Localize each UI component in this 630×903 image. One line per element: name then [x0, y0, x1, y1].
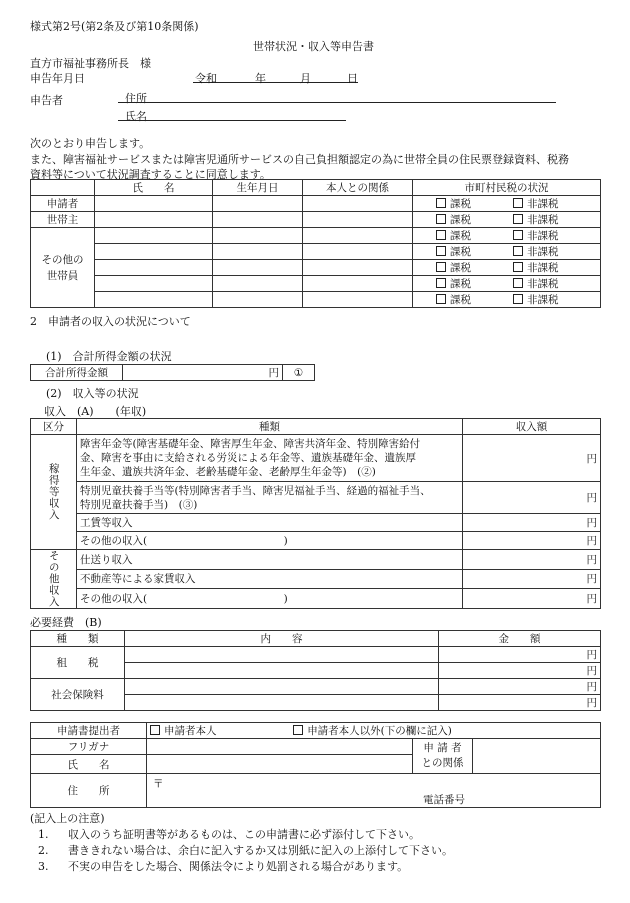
header-name: 氏 名: [95, 180, 213, 196]
note-text: 不実の申告をした場合、関係法令により処罰される場合があります。: [68, 860, 409, 873]
expenses-table: [30, 630, 601, 711]
income-row-other2: その他の収入( ): [77, 589, 463, 609]
cell[interactable]: [95, 212, 213, 228]
taxed-label: 課税: [450, 198, 471, 210]
header-relation: 本人との関係: [303, 180, 413, 196]
household-table: [30, 179, 601, 308]
yen-unit: 円: [586, 492, 597, 504]
yen-unit: 円: [586, 681, 597, 693]
row-others-line2: 世帯員: [46, 269, 79, 282]
taxed-checkbox[interactable]: [436, 246, 446, 256]
income-row-other1: その他の収入( ): [77, 532, 463, 550]
nontaxed-checkbox[interactable]: [513, 230, 523, 240]
note-item: [38, 842, 453, 858]
nontaxed-checkbox[interactable]: [513, 246, 523, 256]
submitter-table: [30, 722, 601, 808]
expenses-header-content: 内 容: [125, 631, 439, 647]
cell[interactable]: [213, 244, 303, 260]
taxed-checkbox[interactable]: [436, 278, 446, 288]
notes-title: (記入上の注意): [30, 812, 105, 825]
row-head: 世帯主: [31, 212, 95, 228]
nontaxed-label: 非課税: [527, 198, 559, 210]
row-applicant: 申請者: [31, 196, 95, 212]
yen-unit: 円: [586, 452, 597, 465]
income-amount[interactable]: [463, 532, 601, 550]
nontaxed-label: 非課税: [527, 262, 559, 274]
pension-line1: 障害年金等(障害基礎年金、障害厚生年金、障害共済年金、特別障害給付: [80, 438, 421, 450]
tax-status-cell[interactable]: [413, 196, 601, 212]
address-label: 住 所: [31, 774, 147, 808]
yen-unit: 円: [586, 573, 597, 586]
taxed-label: 課税: [450, 214, 471, 226]
taxed-label: 課税: [450, 278, 471, 290]
nontaxed-checkbox[interactable]: [513, 262, 523, 272]
cell[interactable]: [125, 679, 439, 695]
cell[interactable]: [95, 196, 213, 212]
date-year[interactable]: 年: [255, 72, 266, 85]
cell[interactable]: [303, 196, 413, 212]
taxed-checkbox[interactable]: [436, 262, 446, 272]
yen-unit: 円: [586, 553, 597, 566]
income-header-type: 種類: [77, 419, 463, 435]
row-others-line1: その他の: [41, 253, 84, 266]
yen-unit: 円: [586, 697, 597, 709]
income-amount[interactable]: [463, 435, 601, 482]
tax-status-cell[interactable]: [413, 228, 601, 244]
income-group-other-label: その他収入: [47, 550, 60, 608]
name-field[interactable]: [147, 755, 413, 774]
other-option-label: 申請者本人以外(下の欄に記入): [307, 725, 452, 737]
cell[interactable]: [213, 260, 303, 276]
income-row-allowance: [77, 482, 463, 514]
cell[interactable]: [303, 244, 413, 260]
income-amount[interactable]: [463, 482, 601, 514]
income-header-amount: 収入額: [463, 419, 601, 435]
page-title: 世帯状況・収入等申告書: [253, 40, 374, 53]
row-others: [31, 228, 95, 308]
self-checkbox[interactable]: [150, 725, 160, 735]
cell[interactable]: [303, 212, 413, 228]
cell[interactable]: [125, 695, 439, 711]
expenses-heading: 必要経費 (B): [30, 616, 102, 629]
yen-unit: 円: [586, 517, 597, 529]
consent-line1: 次のとおり申告します。: [30, 137, 151, 150]
taxed-label: 課税: [450, 230, 471, 242]
cell[interactable]: [125, 663, 439, 679]
expenses-header-type: 種 類: [31, 631, 125, 647]
taxed-checkbox[interactable]: [436, 230, 446, 240]
expenses-insurance: 社会保険料: [31, 679, 125, 711]
relation-field[interactable]: [473, 739, 601, 774]
total-income-field[interactable]: [123, 365, 283, 381]
phone-label: 電話番号: [423, 794, 465, 806]
form-id: 様式第2号(第2条及び第10条関係): [30, 20, 199, 33]
header-tax-status: 市町村民税の状況: [413, 180, 601, 196]
header-birth: 生年月日: [213, 180, 303, 196]
sub1-heading: (1) 合計所得金額の状況: [46, 350, 172, 363]
income-row-remittance: 仕送り収入: [77, 550, 463, 570]
income-group-other: [31, 550, 77, 609]
relation-label: [413, 739, 473, 774]
yen-unit: 円: [268, 367, 279, 379]
nontaxed-label: 非課税: [527, 230, 559, 242]
expenses-amount[interactable]: [439, 663, 601, 679]
yen-unit: 円: [586, 592, 597, 605]
yen-unit: 円: [586, 535, 597, 547]
allowance-line1: 特別児童扶養手当等(特別障害者手当、障害児福祉手当、経過的福祉手当、: [80, 484, 431, 497]
taxed-label: 課税: [450, 246, 471, 258]
note-text: 書ききれない場合は、余白に記入するか又は別紙に記入の上添付して下さい。: [68, 844, 453, 857]
expenses-tax: 租 税: [31, 647, 125, 679]
consent-line3: 資料等について状況調査することに同意します。: [30, 168, 271, 181]
cell[interactable]: [95, 292, 213, 308]
date-day[interactable]: 日: [347, 72, 358, 85]
note-text: 収入のうち証明書等があるものは、この申請書に必ず添付して下さい。: [68, 828, 420, 841]
submitter-label: 申請書提出者: [31, 723, 147, 739]
nontaxed-checkbox[interactable]: [513, 294, 523, 304]
note-item: [38, 826, 420, 842]
name-label: 氏 名: [31, 755, 147, 774]
taxed-checkbox[interactable]: [436, 214, 446, 224]
declarant-name-field[interactable]: [118, 120, 346, 121]
cell[interactable]: [303, 292, 413, 308]
self-option-label: 申請者本人: [164, 725, 217, 737]
expenses-header-amount: 金 額: [439, 631, 601, 647]
taxed-label: 課税: [450, 294, 471, 306]
cell[interactable]: [303, 260, 413, 276]
furigana-field[interactable]: [147, 739, 413, 755]
declarant-address-field[interactable]: [118, 102, 556, 103]
yen-unit: 円: [586, 665, 597, 677]
date-era: 令和: [195, 72, 217, 85]
nontaxed-checkbox[interactable]: [513, 278, 523, 288]
declarant-name-label: 氏名: [125, 110, 147, 123]
income-amount[interactable]: [463, 589, 601, 609]
cell[interactable]: [303, 228, 413, 244]
mark-1: ①: [283, 365, 315, 381]
income-label: 収入 (A) (年収): [44, 405, 147, 418]
consent-line2: また、障害福祉サービスまたは障害児通所サービスの自己負担額認定の為に世帯全員の住民票登録資料、税務: [30, 153, 569, 166]
submitter-options: [147, 723, 601, 739]
postal-mark: 〒: [153, 778, 164, 790]
sub2-heading: (2) 収入等の状況: [46, 387, 139, 400]
note-number: 3.: [38, 860, 49, 873]
expenses-amount[interactable]: [439, 679, 601, 695]
income-row-rent: 不動産等による家賃収入: [77, 569, 463, 589]
other-checkbox[interactable]: [293, 725, 303, 735]
tax-status-cell[interactable]: [413, 212, 601, 228]
cell[interactable]: [125, 647, 439, 663]
income-row-pension: [77, 435, 463, 482]
declarant-address-label: 住所: [125, 92, 147, 105]
income-table: [30, 418, 601, 609]
taxed-checkbox[interactable]: [436, 198, 446, 208]
cell[interactable]: [95, 260, 213, 276]
income-header-category: 区分: [31, 419, 77, 435]
income-amount[interactable]: [463, 569, 601, 589]
note-item: [38, 858, 408, 874]
section2-heading: 2 申請者の収入の状況について: [30, 315, 191, 328]
allowance-line2: 特別児童扶養手当) (③): [80, 498, 198, 511]
yen-unit: 円: [586, 649, 597, 661]
cell[interactable]: [213, 276, 303, 292]
cell[interactable]: [95, 228, 213, 244]
expenses-amount[interactable]: [439, 647, 601, 663]
income-row-wages: 工賃等収入: [77, 514, 463, 532]
nontaxed-label: 非課税: [527, 294, 559, 306]
income-amount[interactable]: [463, 514, 601, 532]
nontaxed-label: 非課税: [527, 246, 559, 258]
cell[interactable]: [95, 244, 213, 260]
cell[interactable]: [213, 196, 303, 212]
relation-line2: との関係: [421, 757, 464, 769]
total-income-label: 合計所得金額: [31, 365, 123, 381]
cell[interactable]: [95, 276, 213, 292]
total-income-table: [30, 364, 315, 381]
nontaxed-label: 非課税: [527, 278, 559, 290]
taxed-label: 課税: [450, 262, 471, 274]
income-group-earned: [31, 435, 77, 550]
income-group-earned-label: 稼得等収入: [47, 463, 60, 521]
cell[interactable]: [213, 292, 303, 308]
furigana-label: フリガナ: [31, 739, 147, 755]
nontaxed-label: 非課税: [527, 214, 559, 226]
cell[interactable]: [303, 276, 413, 292]
cell[interactable]: [213, 228, 303, 244]
cell[interactable]: [213, 212, 303, 228]
nontaxed-checkbox[interactable]: [513, 198, 523, 208]
date-month[interactable]: 月: [300, 72, 311, 85]
address-field[interactable]: [147, 774, 601, 808]
tax-status-cell[interactable]: [413, 244, 601, 260]
pension-line2: 金、障害を事由に支給される労災による年金等、遺族基礎年金、遺族厚: [80, 452, 416, 464]
date-label: 申告年月日: [30, 72, 85, 85]
nontaxed-checkbox[interactable]: [513, 214, 523, 224]
taxed-checkbox[interactable]: [436, 294, 446, 304]
note-number: 1.: [38, 828, 49, 841]
addressee: 直方市福祉事務所長 様: [30, 57, 151, 70]
income-amount[interactable]: [463, 550, 601, 570]
tax-status-cell[interactable]: [413, 260, 601, 276]
tax-status-cell[interactable]: [413, 276, 601, 292]
note-number: 2.: [38, 844, 49, 857]
expenses-amount[interactable]: [439, 695, 601, 711]
relation-line1: 申 請 者: [423, 742, 462, 754]
pension-line3: 生年金、遺族共済年金、老齢基礎年金、老齢厚生年金等) (②): [80, 466, 376, 478]
tax-status-cell[interactable]: [413, 292, 601, 308]
declarant-label: 申告者: [30, 94, 63, 107]
